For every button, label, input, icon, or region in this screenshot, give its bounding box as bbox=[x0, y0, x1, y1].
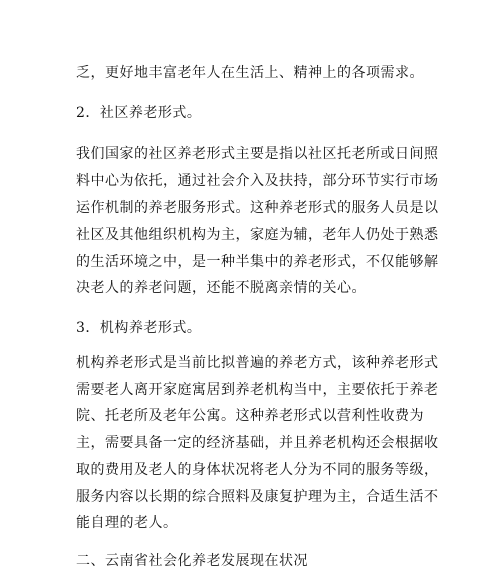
text-line: 决老人的养老问题，还能不脱离亲情的关心。 bbox=[76, 280, 366, 296]
chapter-heading: 二、云南省社会化养老发展现在状况 bbox=[76, 553, 308, 569]
text-line: 我们国家的社区养老形式主要是指以社区托老所或日间照 bbox=[76, 146, 439, 162]
text-line: 料中心为依托，通过社会介入及扶持，部分环节实行市场 bbox=[76, 173, 439, 189]
section-heading: 2．社区养老形式。 bbox=[76, 105, 202, 121]
text-line: 服务内容以长期的综合照料及康复护理为主，合适生活不 bbox=[76, 489, 439, 505]
text-line: 取的费用及老人的身体状况将老人分为不同的服务等级， bbox=[76, 462, 439, 478]
text-line: 乏，更好地丰富老年人在生活上、精神上的各项需求。 bbox=[76, 65, 424, 81]
text-line: 院、托老所及老年公寓。这种养老形式以营利性收费为 bbox=[76, 408, 424, 424]
section-heading: 3．机构养老形式。 bbox=[76, 320, 202, 336]
text-line: 机构养老形式是当前比拟普遍的养老方式，该种养老形式 bbox=[76, 355, 439, 371]
text-line: 主，需要具备一定的经济基础，并且养老机构还会根据收 bbox=[76, 435, 439, 451]
text-line: 社区及其他组织机构为主，家庭为辅，老年人仍处于熟悉 bbox=[76, 227, 439, 243]
text-line: 运作机制的养老服务形式。这种养老形式的服务人员是以 bbox=[76, 200, 439, 216]
text-line: 能自理的老人。 bbox=[76, 515, 178, 531]
text-line: 的生活环境之中，是一种半集中的养老形式，不仅能够解 bbox=[76, 254, 439, 270]
text-line: 需要老人离开家庭寓居到养老机构当中，主要依托于养老 bbox=[76, 382, 439, 398]
